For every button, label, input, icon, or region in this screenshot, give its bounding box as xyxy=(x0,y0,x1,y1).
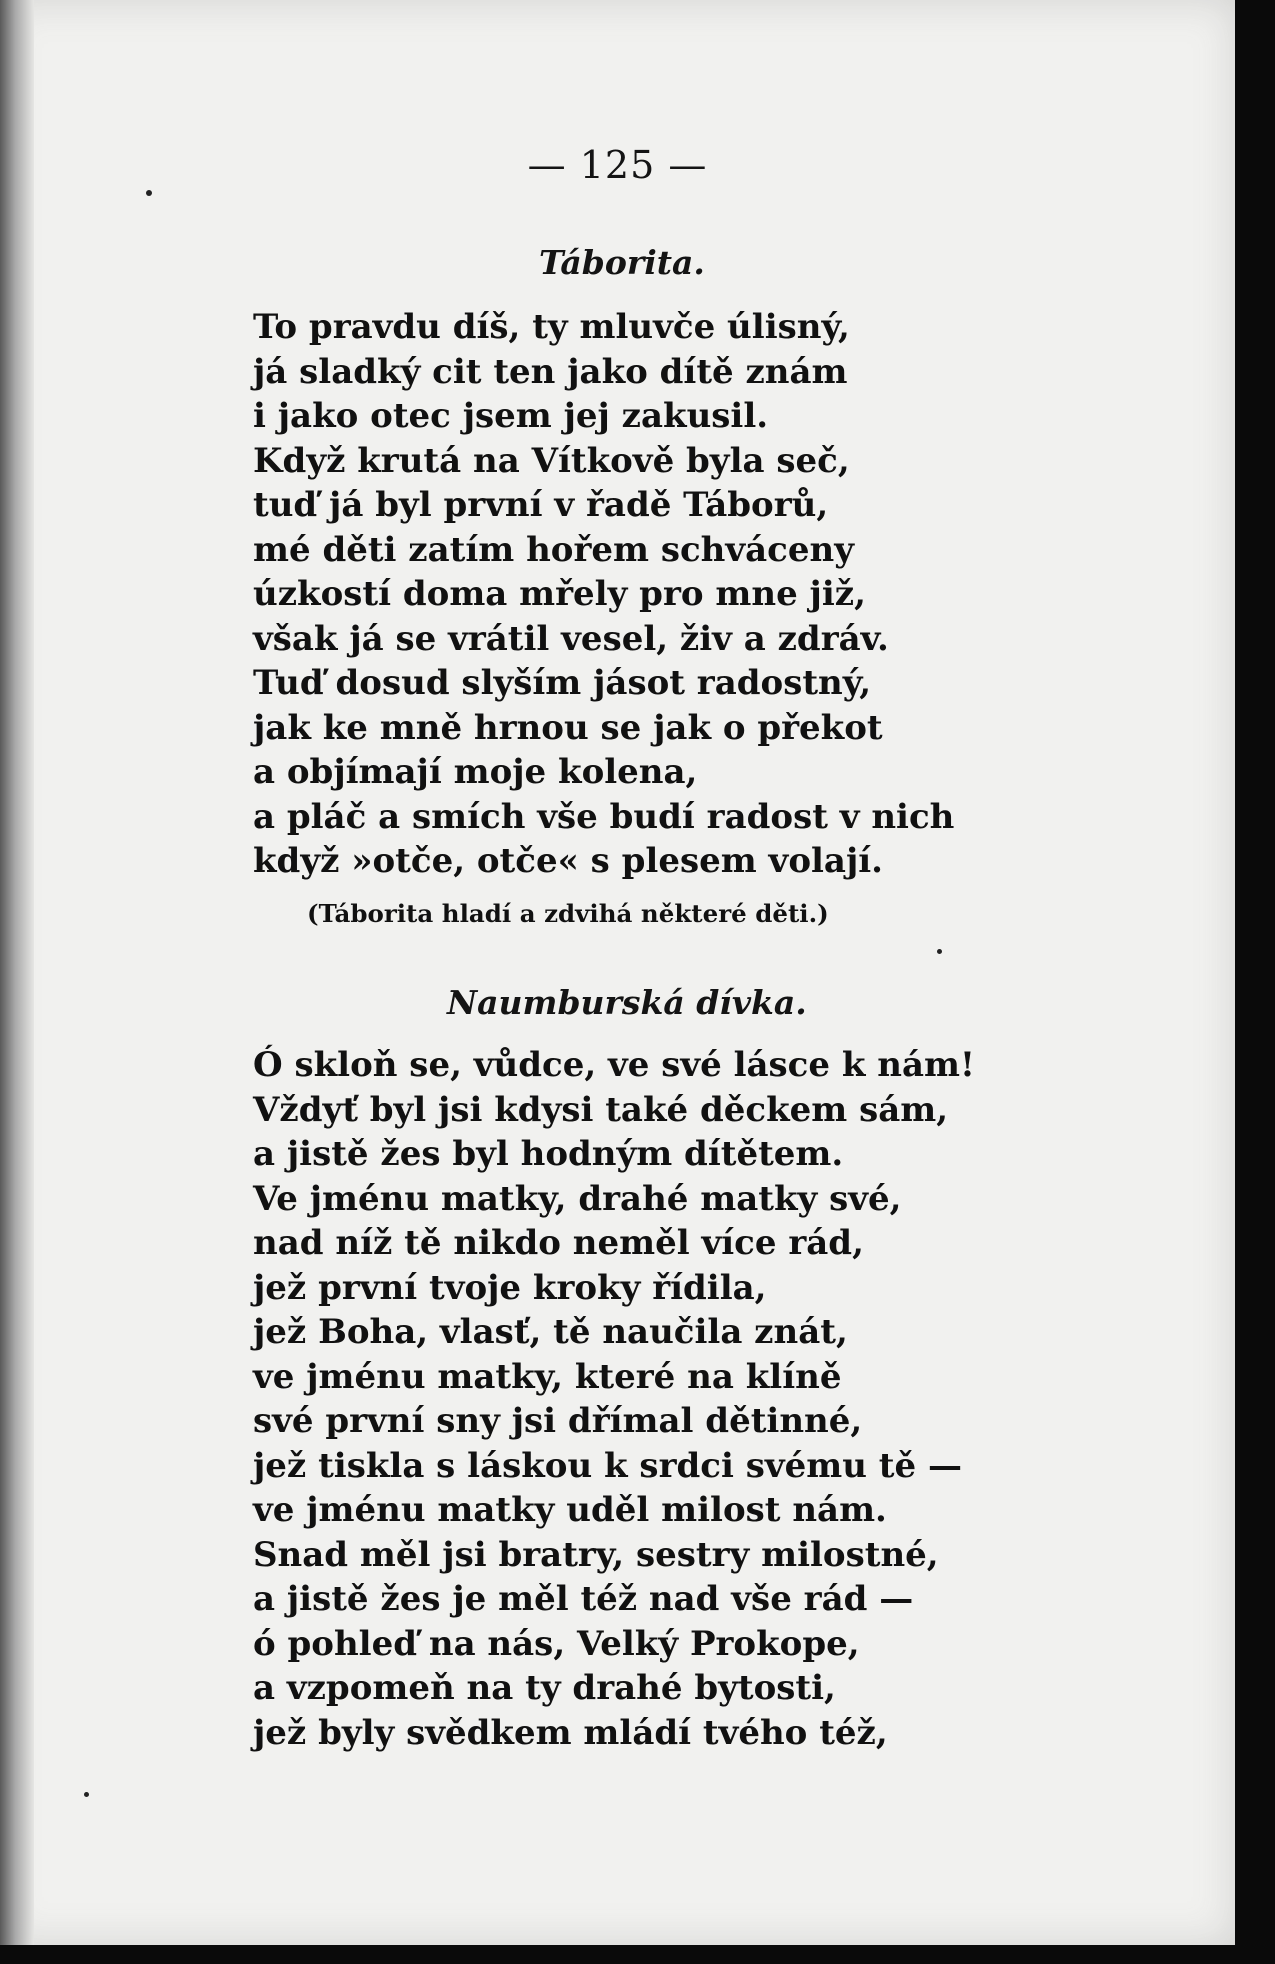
scan-edge-bottom xyxy=(0,1945,1275,1964)
verse-line: a jistě žes byl hodným dítětem. xyxy=(253,1134,844,1174)
scan-edge-right xyxy=(1235,0,1275,1964)
stage-direction: (Táborita hladí a zdvihá některé děti.) xyxy=(307,899,829,928)
verse-line: když »otče, otče« s plesem volají. xyxy=(253,841,883,881)
speaker-heading-naumburska-divka: Naumburská dívka. xyxy=(447,983,807,1022)
verse-block-taborita xyxy=(253,305,954,884)
verse-line: Tuď dosud slyším jásot radostný, xyxy=(253,663,872,703)
verse-line: ve jménu matky, které na klíně xyxy=(253,1356,842,1397)
verse-line: jež Boha, vlasť, tě naučila znát, xyxy=(253,1312,848,1352)
verse-line: ó pohleď na nás, Velký Prokope, xyxy=(253,1623,860,1664)
verse-line: Snad měl jsi bratry, sestry milostné, xyxy=(253,1534,939,1575)
print-speck xyxy=(84,1792,89,1797)
verse-line: však já se vrátil vesel, živ a zdráv. xyxy=(253,618,889,659)
verse-line: úzkostí doma mřely pro mne již, xyxy=(253,574,866,614)
verse-line: tuď já byl první v řadě Táborů, xyxy=(253,485,829,525)
verse-line: Vždyť byl jsi kdysi také děckem sám, xyxy=(253,1089,949,1130)
verse-line: já sladký cit ten jako dítě znám xyxy=(253,351,848,392)
page-gutter xyxy=(0,0,34,1945)
verse-line: jež byly svědkem mládí tvého též, xyxy=(253,1712,888,1753)
verse-block-naumburska-divka xyxy=(253,1043,975,1755)
verse-line: a jistě žes je měl též nad vše rád — xyxy=(253,1579,914,1619)
print-speck xyxy=(146,190,152,196)
verse-line: nad níž tě nikdo neměl více rád, xyxy=(253,1223,864,1263)
verse-line: jež první tvoje kroky řídila, xyxy=(253,1267,767,1308)
verse-line: své první sny jsi dřímal dětinné, xyxy=(253,1401,863,1441)
verse-line: a pláč a smích vše budí radost v nich xyxy=(253,796,955,837)
verse-line: mé děti zatím hořem schváceny xyxy=(253,529,854,570)
verse-line: jež tiskla s láskou k srdci svému tě — xyxy=(253,1445,962,1486)
verse-line: a objímají moje kolena, xyxy=(253,752,698,792)
verse-line: Když krutá na Vítkově byla seč, xyxy=(253,440,850,481)
verse-line: Ó skloň se, vůdce, ve své lásce k nám! xyxy=(253,1045,975,1085)
page-number: — 125 — xyxy=(527,143,708,187)
verse-line: jak ke mně hrnou se jak o překot xyxy=(253,707,883,748)
speaker-heading-taborita: Táborita. xyxy=(539,243,705,282)
verse-line: ve jménu matky uděl milost nám. xyxy=(253,1490,887,1530)
print-speck xyxy=(937,949,942,954)
verse-line: a vzpomeň na ty drahé bytosti, xyxy=(253,1668,836,1708)
verse-line: To pravdu díš, ty mluvče úlisný, xyxy=(253,307,850,347)
verse-line: Ve jménu matky, drahé matky své, xyxy=(253,1178,902,1219)
verse-line: i jako otec jsem jej zakusil. xyxy=(253,396,769,436)
